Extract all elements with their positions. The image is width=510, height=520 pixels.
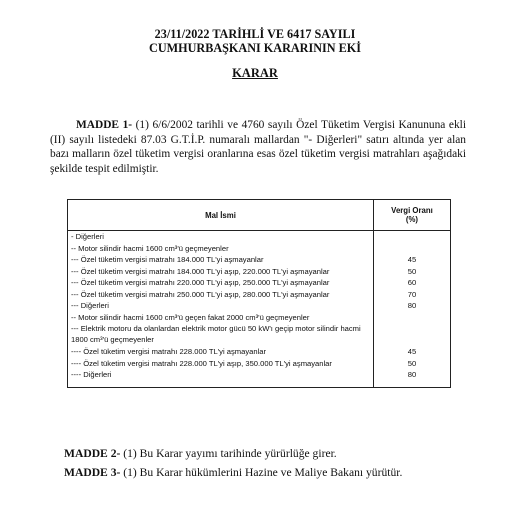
rate-cell (374, 231, 450, 243)
rates-column (373, 231, 450, 388)
header-rate-line-1: Vergi Oranı (391, 206, 433, 215)
rate-cell: 45 (407, 347, 417, 356)
madde-2-text: (1) Bu Karar yayımı tarihinde yürürlüğe girer. (120, 447, 337, 460)
table-body-row (68, 231, 451, 388)
table-header-row (68, 200, 451, 231)
rate-cell: 80 (407, 301, 417, 310)
header-mal-ismi: Mal İsmi (68, 200, 374, 231)
table-row: --- Özel tüketim vergisi matrahı 184.000 TL'yi aşıp, 220.000 TL'yi aşmayanlar (71, 266, 330, 276)
madde-1-label: MADDE 1- (76, 119, 133, 131)
table-row: -- Motor silindir hacmi 1600 cm³'ü geçen fakat 2000 cm³'ü geçmeyenler (71, 312, 310, 322)
rate-cell: 50 (407, 266, 417, 276)
header-line-2: CUMHURBAŞKANI KARARININ EKİ (149, 41, 361, 55)
header-rate-line-2: (%) (405, 215, 419, 224)
karar-title: KARAR (232, 66, 278, 80)
rate-cell: 80 (407, 370, 417, 379)
table-row: ---- Diğerleri (71, 370, 112, 379)
madde-1-text: (1) 6/6/2002 tarihli ve 4760 sayılı Özel Tüketim Vergisi Kanununa ekli (II) sayılı listedeki 87.03 G.T.İ.P. numaralı mallardan "- Diğerleri" satırı altında yer alan bazı malların özel tüketim vergisi oranlarına esas özel tüketim vergisi matrahları aşağıdaki şekilde tespit edilmiştir. (50, 119, 466, 175)
names-column (68, 231, 374, 388)
madde-2-label: MADDE 2- (64, 447, 121, 460)
table-row: --- Özel tüketim vergisi matrahı 220.000 TL'yi aşıp, 250.000 TL'yi aşmayanlar (71, 278, 330, 287)
table-row: - Diğerleri (71, 232, 104, 241)
table-row: --- Özel tüketim vergisi matrahı 250.000 TL'yi aşıp, 280.000 TL'yi aşmayanlar (71, 289, 330, 299)
madde-2-paragraph (64, 447, 337, 460)
table-row: --- Elektrik motoru da olanlardan elektrik motor gücü 50 kW'ı geçip motor silindir hacmi 1800 cm³'ü geçmeyenler (71, 324, 361, 344)
header-line-1: 23/11/2022 TARİHLİ VE 6417 SAYILI (154, 27, 356, 41)
table-row: ---- Özel tüketim vergisi matrahı 228.000 TL'yi aşıp, 350.000 TL'yi aşmayanlar (71, 358, 332, 368)
table-row: -- Motor silindir hacmi 1600 cm³'ü geçmeyenler (71, 243, 229, 253)
tax-rate-table (67, 199, 451, 388)
madde-3-text: (1) Bu Karar hükümlerini Hazine ve Maliye Bakanı yürütür. (120, 466, 403, 479)
rate-cell (374, 323, 450, 346)
rate-cell (374, 243, 450, 255)
rate-cell: 60 (407, 278, 417, 287)
rate-cell: 50 (407, 358, 417, 368)
rate-cell: 45 (407, 255, 417, 264)
rate-cell: 70 (407, 289, 417, 299)
table-row: ---- Özel tüketim vergisi matrahı 228.000 TL'yi aşmayanlar (71, 347, 267, 356)
madde-1-paragraph (50, 118, 466, 176)
table-row: --- Özel tüketim vergisi matrahı 184.000 TL'yi aşmayanlar (71, 255, 264, 264)
header-vergi-orani (373, 200, 450, 231)
table-row: --- Diğerleri (71, 301, 109, 310)
rate-cell (374, 312, 450, 324)
madde-3-label: MADDE 3- (64, 466, 121, 479)
madde-3-paragraph (64, 466, 402, 479)
